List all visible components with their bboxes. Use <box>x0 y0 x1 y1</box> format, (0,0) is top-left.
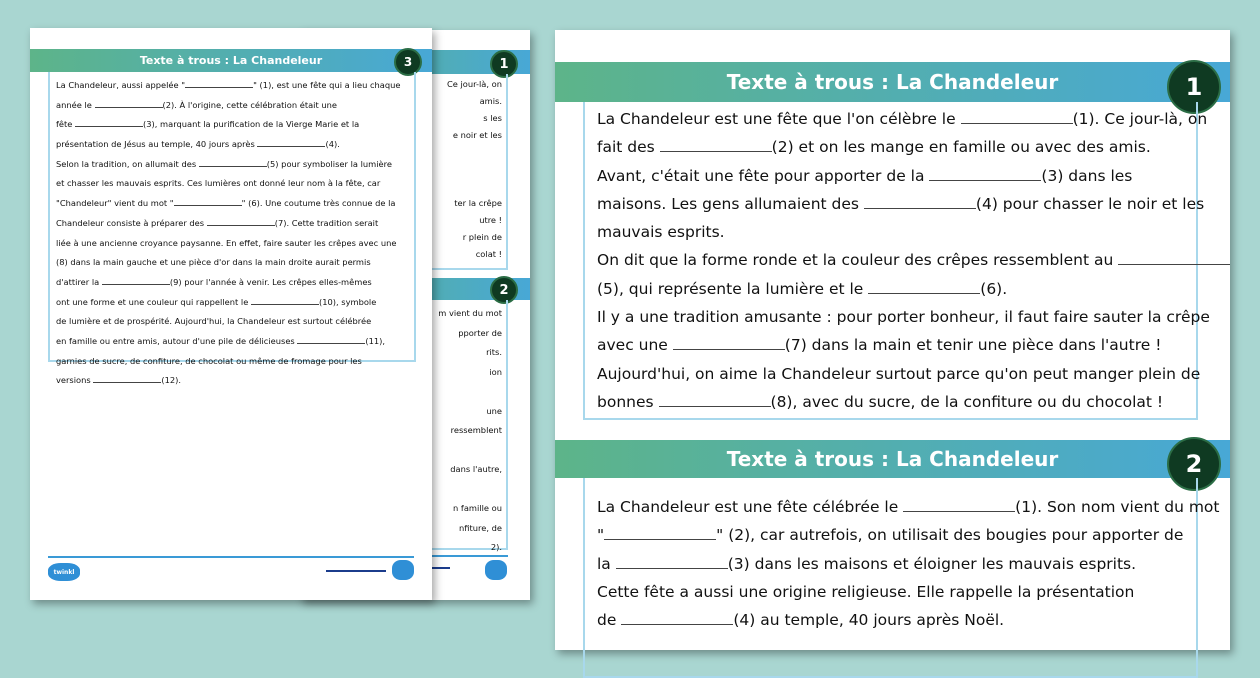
text-line <box>56 312 408 332</box>
text-segment: (1). Ce jour-là, on <box>1072 110 1208 128</box>
text-segment: On dit que la forme ronde et la couleur des crêpes ressemblent au <box>597 251 1119 270</box>
text-fragment: 2). <box>490 542 502 552</box>
text-line <box>56 332 408 352</box>
text-segment: Aujourd'hui, on aime la Chandeleur surtout parce qu'on peut manger plein de <box>597 364 1201 383</box>
answer-blank[interactable] <box>903 500 1015 512</box>
answer-blank[interactable] <box>102 277 170 285</box>
section-box-1 <box>583 102 1210 420</box>
text-line <box>597 133 1184 161</box>
text-segment: La Chandeleur est une fête célébrée le <box>597 498 904 516</box>
text-line <box>597 162 1184 190</box>
text-segment: ont une forme et une couleur qui rappellent le <box>56 296 251 307</box>
text-fragment: Ce jour-là, on <box>446 79 502 89</box>
answer-blank[interactable] <box>199 159 267 167</box>
section-number-2: 2 <box>1167 437 1221 491</box>
text-line <box>597 606 1184 634</box>
section-number-2: 2 <box>490 276 518 304</box>
text-segment: (6). <box>980 279 1008 298</box>
footer-line <box>48 556 414 558</box>
answer-blank[interactable] <box>95 100 163 108</box>
text-segment: Avant, c'était une fête pour apporter de la <box>597 166 930 185</box>
text-segment: (4) pour chasser le noir et les <box>975 194 1205 213</box>
answer-blank[interactable] <box>673 338 785 350</box>
text-segment: (3) dans les <box>1041 166 1133 185</box>
text-fragment: nfiture, de <box>459 522 502 533</box>
text-fragment: ressemblent <box>450 425 502 435</box>
text-line <box>56 194 408 214</box>
text-segment: (8) dans la main gauche et une pièce d'or dans la main droite aurait permis <box>56 257 371 268</box>
text-segment: (3), marquant la purification de la Vierge Marie et la <box>143 119 360 130</box>
text-line <box>597 493 1220 521</box>
answer-blank[interactable] <box>929 169 1041 181</box>
text-fragment: r plein de <box>462 232 502 242</box>
text-segment: liée à une ancienne croyance paysanne. En effet, faire sauter les crêpes avec une <box>56 237 397 248</box>
text-segment: (11), <box>365 335 386 346</box>
text-segment: (8), avec du sucre, de la confiture ou du chocolat ! <box>770 392 1164 411</box>
text-segment: en famille ou entre amis, autour d'une pile de délicieuses <box>56 335 298 346</box>
text-fragment: une <box>486 405 502 416</box>
answer-blank[interactable] <box>207 218 275 226</box>
text-segment: mauvais esprits. <box>597 223 725 242</box>
text-fragment: ion <box>489 366 502 377</box>
answer-blank[interactable] <box>297 336 365 344</box>
answer-blank[interactable] <box>1118 253 1230 265</box>
text-segment: " (1), est une fête qui a lieu chaque <box>253 80 401 90</box>
text-segment: et chasser les mauvais esprits. Ces lumières ont donné leur nom à la fête, car <box>56 178 381 189</box>
text-segment: " (2), car autrefois, on utilisait des bougies pour apporter de <box>716 526 1184 545</box>
text-line <box>56 352 408 372</box>
answer-blank[interactable] <box>257 139 325 147</box>
text-segment: (2). À l'origine, cette célébration était une <box>162 99 337 110</box>
text-line <box>56 214 408 234</box>
text-segment: (4) au temple, 40 jours après Noël. <box>733 611 1005 630</box>
answer-blank[interactable] <box>659 395 771 407</box>
text-segment: la <box>597 554 616 573</box>
text-segment: (1). Son nom vient du mot <box>1015 498 1220 516</box>
section-banner-3: Texte à trous : La Chandeleur <box>30 49 432 72</box>
text-segment: (3) dans les maisons et éloigner les mauvais esprits. <box>727 554 1137 573</box>
text-segment: fête <box>56 119 76 130</box>
text-line <box>56 273 408 293</box>
text-segment: " (6). Une coutume très connue de la <box>241 198 396 209</box>
answer-blank[interactable] <box>251 297 319 305</box>
text-segment: de lumière et de prospérité. Aujourd'hui, la Chandeleur est surtout célébrée <box>56 316 372 327</box>
footer-text <box>326 570 386 572</box>
answer-blank[interactable] <box>604 528 716 540</box>
answer-blank[interactable] <box>93 375 161 383</box>
text-segment: fait des <box>597 138 660 157</box>
section-box-3 <box>48 72 416 386</box>
text-segment: présentation de Jésus au temple, 40 jours après <box>56 139 258 150</box>
text-line <box>597 550 1184 578</box>
text-segment: (2) et on les mange en famille ou avec des amis. <box>771 138 1151 157</box>
text-line <box>56 155 408 175</box>
text-segment: (5), qui représente la lumière et le <box>597 279 869 298</box>
section-banner-2: Texte à trous : La Chandeleur <box>555 440 1230 478</box>
text-line <box>597 303 1210 331</box>
text-segment: Il y a une tradition amusante : pour porter bonheur, il faut faire sauter la crêpe <box>597 308 1210 327</box>
text-line <box>597 218 1184 246</box>
answer-blank[interactable] <box>864 197 976 209</box>
section-number-1: 1 <box>490 50 518 78</box>
text-segment: bonnes <box>597 392 659 411</box>
text-segment: " <box>597 526 605 545</box>
text-segment: (7). Cette tradition serait <box>274 217 379 228</box>
text-line <box>597 190 1205 218</box>
section-box-2 <box>583 478 1220 678</box>
text-line <box>597 331 1184 359</box>
text-line <box>56 174 408 194</box>
answer-blank[interactable] <box>75 119 143 127</box>
text-line <box>597 388 1184 416</box>
text-segment: Chandeleur consiste à préparer des <box>56 217 207 228</box>
text-segment: versions <box>56 375 94 386</box>
text-fragment: ter la crêpe <box>454 198 502 208</box>
text-line <box>597 246 1184 274</box>
text-line <box>56 371 408 391</box>
section-number-3: 3 <box>394 48 422 76</box>
text-line <box>56 135 408 155</box>
text-segment: "Chandeleur" vient du mot " <box>56 198 174 209</box>
twinkl-logo <box>485 560 507 580</box>
worksheet-page-front <box>30 28 432 600</box>
text-segment: Cette fête a aussi une origine religieuse. Elle rappelle la présentation <box>597 582 1135 601</box>
text-line <box>597 521 1184 549</box>
answer-blank[interactable] <box>660 140 772 152</box>
text-line <box>56 76 408 96</box>
text-segment: (10), symbole <box>318 296 377 307</box>
text-line <box>56 293 408 313</box>
text-line <box>597 275 1184 303</box>
text-fragment: e noir et les <box>452 130 502 140</box>
text-line <box>56 96 408 116</box>
text-line <box>56 253 408 273</box>
text-fragment: rits. <box>486 347 502 357</box>
answer-blank[interactable] <box>621 613 733 625</box>
text-fragment: colat ! <box>475 249 502 259</box>
answer-blank[interactable] <box>616 557 728 569</box>
text-segment: (9) pour l'année à venir. Les crêpes elles-mêmes <box>169 276 372 287</box>
text-fragment: s les <box>483 113 502 123</box>
text-line <box>597 360 1201 388</box>
text-segment: de <box>597 611 622 630</box>
text-line <box>597 105 1208 133</box>
text-segment: garnies de sucre, de confiture, de chocolat ou même de fromage pour les <box>56 355 362 366</box>
twinkl-badge <box>392 560 414 580</box>
text-fragment: utre ! <box>479 215 502 225</box>
text-segment: La Chandeleur est une fête que l'on célèbre le <box>597 110 961 128</box>
text-segment: Selon la tradition, on allumait des <box>56 158 199 169</box>
text-fragment: pporter de <box>458 327 502 338</box>
answer-blank[interactable] <box>185 80 253 88</box>
answer-blank[interactable] <box>961 112 1073 124</box>
text-segment: (7) dans la main et tenir une pièce dans l'autre ! <box>784 336 1162 355</box>
section-number-1: 1 <box>1167 60 1221 114</box>
text-segment: (5) pour symboliser la lumière <box>266 158 392 169</box>
text-segment: avec une <box>597 336 673 355</box>
text-segment: maisons. Les gens allumaient des <box>597 194 864 213</box>
twinkl-logo: twinkl <box>48 563 80 581</box>
text-fragment: dans l'autre, <box>450 464 502 474</box>
section-banner-1: Texte à trous : La Chandeleur <box>555 62 1230 102</box>
answer-blank[interactable] <box>868 282 980 294</box>
text-segment: année le <box>56 99 95 110</box>
text-fragment: m vient du mot <box>438 308 502 318</box>
text-line <box>597 578 1184 606</box>
text-fragment: n famille ou <box>453 503 502 513</box>
text-segment: (12). <box>161 375 182 386</box>
answer-blank[interactable] <box>174 198 242 206</box>
text-segment: d'attirer la <box>56 276 102 287</box>
text-fragment: amis. <box>479 96 502 106</box>
worksheet-page-zoomed <box>555 30 1230 650</box>
text-line <box>56 234 408 254</box>
text-line <box>56 115 408 135</box>
text-segment: La Chandeleur, aussi appelée " <box>56 80 186 90</box>
text-segment: (4). <box>325 139 340 150</box>
